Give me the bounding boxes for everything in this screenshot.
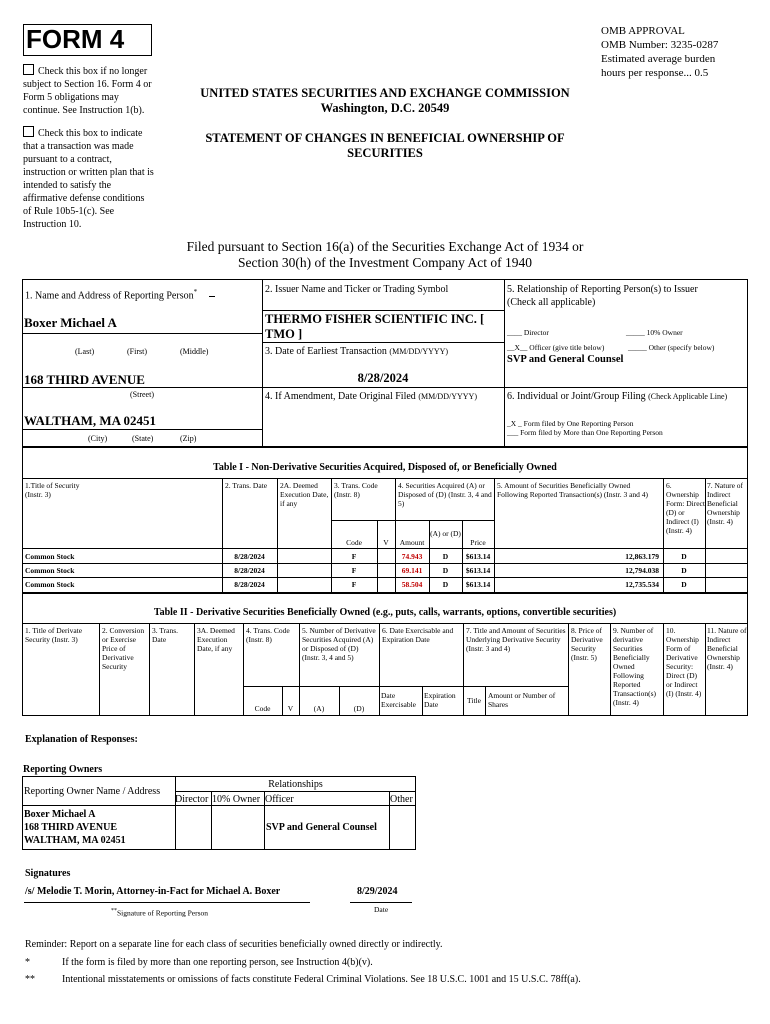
row-ad: D bbox=[442, 566, 449, 575]
amendment-label: 4. If Amendment, Date Original Filed (MM/DD/YYYY) bbox=[265, 391, 477, 402]
relationship-label: 5. Relationship of Reporting Person(s) to Issuer (Check all applicable) bbox=[507, 284, 698, 308]
signatures-heading: Signatures bbox=[25, 868, 71, 879]
t1-sub-ad: (A) or (D) bbox=[430, 529, 461, 538]
t1-h7: 7. Nature of Indirect Beneficial Ownership (Instr. 4) bbox=[707, 481, 744, 526]
owners-col-10pct: 10% Owner bbox=[212, 794, 261, 805]
t2-sub-exp: Expiration Date bbox=[424, 691, 456, 709]
t1-h6: 6. Ownership Form: Direct (D) or Indirect (I) (Instr. 4) bbox=[666, 481, 705, 535]
label-first: (First) bbox=[127, 347, 147, 356]
owner-address: Boxer Michael A 168 THIRD AVENUE WALTHAM, MA 02451 bbox=[24, 809, 126, 846]
t2-h9: 9. Number of derivative Securities Beneficially Owned Following Reported Transaction(s) (Instr. 4) bbox=[613, 626, 657, 707]
label-street: (Street) bbox=[130, 390, 154, 399]
t2-h6: 6. Date Exercisable and Expiration Date bbox=[382, 626, 454, 644]
t1-sub-v: V bbox=[383, 538, 389, 547]
row-form: D bbox=[681, 580, 687, 589]
row-code: F bbox=[351, 566, 357, 575]
row-price: $613.14 bbox=[465, 566, 491, 575]
checkbox-10b5[interactable] bbox=[23, 126, 34, 137]
filing-one[interactable]: _X _ Form filed by One Reporting Person bbox=[507, 419, 634, 428]
t2-h7: 7. Title and Amount of Securities Underlying Derivative Security (Instr. 3 and 4) bbox=[466, 626, 566, 653]
label-state: (State) bbox=[132, 434, 154, 443]
t2-sub-code: Code bbox=[254, 704, 271, 713]
row-amount: 74.943 bbox=[401, 552, 423, 561]
t1-sub-amount: Amount bbox=[399, 538, 425, 547]
t2-h2: 2. Conversion or Exercise Price of Derivative Security bbox=[102, 626, 145, 671]
owners-relationships: Relationships bbox=[268, 779, 323, 790]
t1-sub-code: Code bbox=[346, 538, 362, 547]
t2-sub-v: V bbox=[287, 704, 294, 713]
t2-h3a: 3A. Deemed Execution Date, if any bbox=[197, 626, 235, 653]
t2-h1: 1. Title of Derivate Security (Instr. 3) bbox=[25, 626, 83, 644]
label-last: (Last) bbox=[75, 347, 95, 356]
t2-h11: 11. Nature of Indirect Beneficial Ownership (Instr. 4) bbox=[707, 626, 747, 671]
t2-h5: 5. Number of Derivative Securities Acquired (A) or Disposed of (D) (Instr. 3, 4 and 5) bbox=[302, 626, 376, 662]
t2-sub-de: Date Exercisable bbox=[381, 691, 416, 709]
explanation-heading: Explanation of Responses: bbox=[25, 734, 138, 745]
row-title: Common Stock bbox=[25, 580, 75, 589]
signature-text: /s/ Melodie T. Morin, Attorney-in-Fact for Michael A. Boxer bbox=[25, 886, 281, 897]
t1-h1: 1.Title of Security (Instr. 3) bbox=[25, 481, 80, 499]
label-city: (City) bbox=[88, 434, 108, 443]
reporting-name: Boxer Michael A bbox=[24, 315, 117, 330]
t2-h10: 10. Ownership Form of Derivative Security: Direct (D) or Indirect (I) (Instr. 4) bbox=[666, 626, 702, 698]
date-label: Date bbox=[374, 905, 389, 914]
reporting-street: 168 THIRD AVENUE bbox=[24, 372, 145, 387]
filing-multiple[interactable]: ___ Form filed by More than One Reporting Person bbox=[507, 428, 663, 437]
t1-h5: 5. Amount of Securities Beneficially Owned Following Reported Transaction(s) (Instr. 3 and 4) bbox=[497, 481, 649, 499]
omb-block: OMB APPROVAL OMB Number: 3235-0287 Estimated average burden hours per response... 0.5 bbox=[601, 25, 719, 79]
earliest-date-label: 3. Date of Earliest Transaction (MM/DD/YYYY) bbox=[265, 346, 449, 357]
note1-mark: * bbox=[25, 957, 30, 968]
filed-pursuant: Filed pursuant to Section 16(a) of the Securities Exchange Act of 1934 or Section 30(h) of the Investment Company Act of 1940 bbox=[186, 239, 584, 270]
t2-sub-amt: Amount or Number of Shares bbox=[488, 691, 556, 709]
reporting-person-label: 1. Name and Address of Reporting Person* bbox=[25, 288, 198, 302]
rel-10pct[interactable]: _____ 10% Owner bbox=[626, 328, 683, 337]
signature-date: 8/29/2024 bbox=[357, 886, 398, 897]
t1-h2a: 2A. Deemed Execution Date, if any bbox=[280, 481, 329, 508]
table1-title: Table I - Non-Derivative Securities Acquired, Disposed of, or Beneficially Owned bbox=[213, 462, 557, 473]
rel-officer[interactable]: __X__ Officer (give title below) bbox=[507, 343, 605, 352]
form-title: FORM 4 bbox=[26, 24, 125, 54]
row-date: 8/28/2024 bbox=[234, 580, 265, 589]
row-date: 8/28/2024 bbox=[234, 552, 265, 561]
row-owned: 12,863.179 bbox=[625, 552, 659, 561]
check-10b5: Check this box to indicate that a transaction was made pursuant to a contract, instruction or written plan that is intended to satisfy the affirmative defense conditions of Rule 10b5-1(c). See Instruction 10. bbox=[23, 128, 154, 230]
row-amount: 69.141 bbox=[401, 566, 423, 575]
row-title: Common Stock bbox=[25, 552, 75, 561]
earliest-date: 8/28/2024 bbox=[357, 371, 409, 385]
issuer-name: THERMO FISHER SCIENTIFIC INC. [ TMO ] bbox=[265, 312, 485, 341]
t1-h4: 4. Securities Acquired (A) or Disposed of (D) (Instr. 3, 4 and 5) bbox=[398, 481, 492, 508]
row-date: 8/28/2024 bbox=[234, 566, 265, 575]
note1: If the form is filed by more than one reporting person, see Instruction 4(b)(v). bbox=[62, 957, 373, 968]
issuer-label: 2. Issuer Name and Ticker or Trading Symbol bbox=[265, 284, 449, 295]
reporting-city: WALTHAM, MA 02451 bbox=[24, 413, 157, 428]
owner-officer-title: SVP and General Counsel bbox=[266, 822, 377, 833]
signature-label: **Signature of Reporting Person bbox=[111, 908, 209, 918]
row-title: Common Stock bbox=[25, 566, 75, 575]
row-ad: D bbox=[442, 580, 449, 589]
agency-title: UNITED STATES SECURITIES AND EXCHANGE COMMISSION Washington, D.C. 20549 bbox=[200, 86, 570, 115]
row-price: $613.14 bbox=[465, 552, 491, 561]
row-amount: 58.504 bbox=[401, 580, 423, 589]
t1-h2: 2. Trans. Date bbox=[225, 481, 268, 490]
t2-h4: 4. Trans. Code (Instr. 8) bbox=[246, 626, 290, 644]
officer-title: SVP and General Counsel bbox=[507, 354, 624, 365]
owners-heading: Reporting Owners bbox=[23, 764, 103, 775]
row-form: D bbox=[681, 566, 687, 575]
check-section16: Check this box if no longer subject to Section 16. Form 4 or Form 5 obligations may continue. See Instruction 1(b). bbox=[23, 66, 152, 116]
owners-col-director: Director bbox=[175, 794, 209, 805]
t1-sub-price: Price bbox=[470, 538, 486, 547]
owners-col-officer: Officer bbox=[265, 794, 294, 805]
t2-sub-d: (D) bbox=[353, 704, 365, 713]
t1-h3: 3. Trans. Code (Instr. 8) bbox=[334, 481, 378, 499]
table2-title: Table II - Derivative Securities Beneficially Owned (e.g., puts, calls, warrants, options, convertible securities) bbox=[153, 607, 617, 618]
row-code: F bbox=[351, 552, 357, 561]
row-price: $613.14 bbox=[465, 580, 491, 589]
filing-label: 6. Individual or Joint/Group Filing (Check Applicable Line) bbox=[507, 391, 728, 402]
row-owned: 12,735.534 bbox=[625, 580, 659, 589]
owners-col-name: Reporting Owner Name / Address bbox=[24, 786, 161, 797]
rel-other[interactable]: _____ Other (specify below) bbox=[628, 343, 715, 352]
label-middle: (Middle) bbox=[180, 347, 209, 356]
t2-sub-title: Title bbox=[467, 696, 481, 705]
row-owned: 12,794.038 bbox=[625, 566, 659, 575]
t2-h3: 3. Trans. Date bbox=[152, 626, 179, 644]
statement-title: STATEMENT OF CHANGES IN BENEFICIAL OWNERSHIP OF SECURITIES bbox=[205, 131, 565, 160]
owners-col-other: Other bbox=[390, 794, 413, 805]
rel-director[interactable]: ____ Director bbox=[507, 328, 549, 337]
t2-h8: 8. Price of Derivative Security (Instr. 5) bbox=[571, 626, 603, 662]
note2-mark: ** bbox=[25, 974, 35, 985]
row-code: F bbox=[351, 580, 357, 589]
t2-sub-a: (A) bbox=[313, 704, 325, 713]
label-zip: (Zip) bbox=[180, 434, 197, 443]
checkbox-section16[interactable] bbox=[23, 64, 34, 75]
reminder: Reminder: Report on a separate line for each class of securities beneficially owned directly or indirectly. bbox=[25, 939, 443, 950]
row-ad: D bbox=[442, 552, 449, 561]
row-form: D bbox=[681, 552, 687, 561]
note2: Intentional misstatements or omissions of facts constitute Federal Criminal Violations. See 18 U.S.C. 1001 and 15 U.S.C. 78ff(a). bbox=[62, 974, 581, 985]
